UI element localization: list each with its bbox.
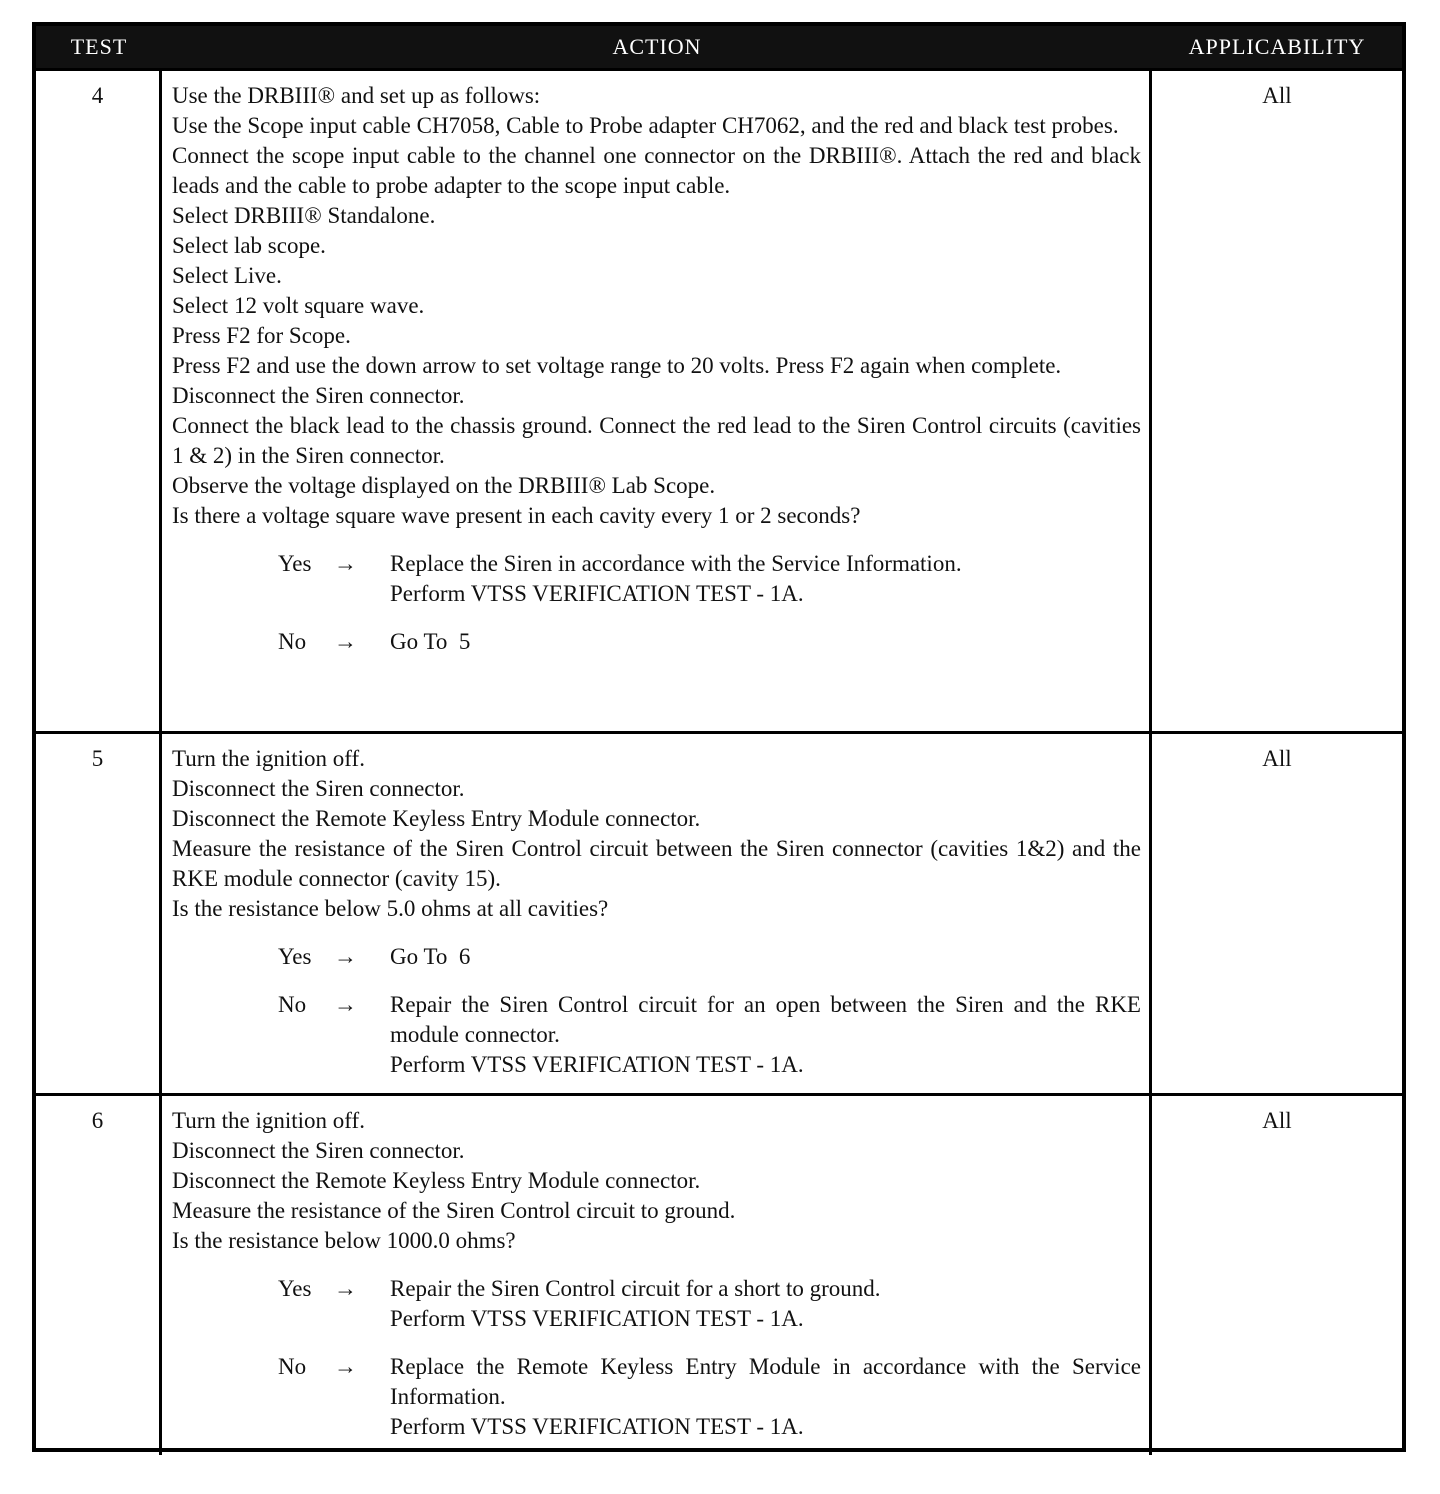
action-cell: [162, 71, 1152, 731]
result-line: Repair the Siren Control circuit for a short to ground.: [390, 1276, 881, 1301]
arrow-icon: →: [334, 1276, 357, 1301]
action-line: Turn the ignition off.: [172, 746, 365, 771]
no-result: [390, 627, 1141, 657]
yes-answer: [278, 942, 1141, 972]
test-number: 4: [36, 71, 162, 731]
no-result: [390, 1352, 1141, 1442]
action-line: Disconnect the Remote Keyless Entry Module connector.: [172, 1168, 701, 1193]
table-row: [36, 1093, 1402, 1455]
action-line: Measure the resistance of the Siren Control circuit to ground.: [172, 1198, 736, 1223]
arrow-icon: →: [334, 629, 357, 654]
action-line: Turn the ignition off.: [172, 1108, 365, 1133]
action-line: Select lab scope.: [172, 233, 326, 258]
action-line: Connect the scope input cable to the channel one connector on the DRBIII®. Attach the red and black leads and the cable to probe adapter to the scope input cable.: [172, 143, 1141, 198]
yes-result: [390, 942, 1141, 972]
diagnostic-table: [32, 22, 1406, 1452]
action-line: Select DRBIII® Standalone.: [172, 203, 436, 228]
no-result: [390, 990, 1141, 1080]
result-line: Go To 6: [390, 944, 471, 969]
header-applicability: APPLICABILITY: [1188, 34, 1366, 59]
action-line: Press F2 and use the down arrow to set voltage range to 20 volts. Press F2 again when complete.: [172, 353, 1062, 378]
yes-answer: [278, 549, 1141, 609]
result-line: Perform VTSS VERIFICATION TEST - 1A.: [390, 1052, 804, 1077]
no-answer: [278, 1352, 1141, 1442]
no-answer: [278, 627, 1141, 657]
action-line: Measure the resistance of the Siren Control circuit between the Siren connector (cavities 1&2) and the RKE module connector (cavity 15).: [172, 836, 1141, 891]
table-row: [36, 71, 1402, 731]
no-label: No: [278, 1354, 307, 1379]
result-line: Replace the Siren in accordance with the Service Information.: [390, 551, 962, 576]
action-line: Observe the voltage displayed on the DRBIII® Lab Scope.: [172, 473, 716, 498]
arrow-icon: →: [334, 992, 357, 1017]
action-line: Disconnect the Remote Keyless Entry Module connector.: [172, 806, 701, 831]
action-line: Disconnect the Siren connector.: [172, 1138, 465, 1163]
action-line: Disconnect the Siren connector.: [172, 383, 465, 408]
action-line: Is the resistance below 1000.0 ohms?: [172, 1228, 516, 1253]
yes-result: [390, 1274, 1141, 1334]
arrow-icon: →: [334, 944, 357, 969]
result-line: Perform VTSS VERIFICATION TEST - 1A.: [390, 1414, 804, 1439]
action-line: Select Live.: [172, 263, 282, 288]
no-label: No: [278, 629, 307, 654]
action-line: Disconnect the Siren connector.: [172, 776, 465, 801]
action-line: Use the DRBIII® and set up as follows:: [172, 83, 541, 108]
action-line: Use the Scope input cable CH7058, Cable to Probe adapter CH7062, and the red and black test probes.: [172, 113, 1119, 138]
action-line: Connect the black lead to the chassis ground. Connect the red lead to the Siren Control circuits (cavities 1 & 2) in the Siren connector.: [172, 413, 1141, 468]
table-header: [36, 26, 1402, 71]
action-line: Press F2 for Scope.: [172, 323, 351, 348]
action-cell: [162, 1096, 1152, 1455]
arrow-icon: →: [334, 1354, 357, 1379]
arrow-icon: →: [334, 551, 357, 576]
result-line: Go To 5: [390, 629, 471, 654]
header-test: TEST: [70, 34, 128, 59]
action-cell: [162, 734, 1152, 1093]
yes-label: Yes: [278, 551, 312, 576]
applicability: All: [1262, 1108, 1292, 1133]
test-number: 6: [36, 1096, 162, 1455]
applicability: All: [1262, 746, 1292, 771]
result-line: Perform VTSS VERIFICATION TEST - 1A.: [390, 1306, 804, 1331]
yes-label: Yes: [278, 944, 312, 969]
table-row: [36, 731, 1402, 1093]
no-label: No: [278, 992, 307, 1017]
result-line: Repair the Siren Control circuit for an open between the Siren and the RKE module connector.: [390, 992, 1141, 1047]
yes-result: [390, 549, 1141, 609]
yes-answer: [278, 1274, 1141, 1334]
header-action: ACTION: [612, 34, 702, 59]
result-line: Perform VTSS VERIFICATION TEST - 1A.: [390, 581, 804, 606]
yes-label: Yes: [278, 1276, 312, 1301]
action-line: Is there a voltage square wave present in each cavity every 1 or 2 seconds?: [172, 503, 861, 528]
action-line: Select 12 volt square wave.: [172, 293, 425, 318]
applicability: All: [1262, 83, 1292, 108]
action-line: Is the resistance below 5.0 ohms at all cavities?: [172, 896, 609, 921]
result-line: Replace the Remote Keyless Entry Module in accordance with the Service Information.: [390, 1354, 1141, 1409]
test-number: 5: [36, 734, 162, 1093]
no-answer: [278, 990, 1141, 1080]
